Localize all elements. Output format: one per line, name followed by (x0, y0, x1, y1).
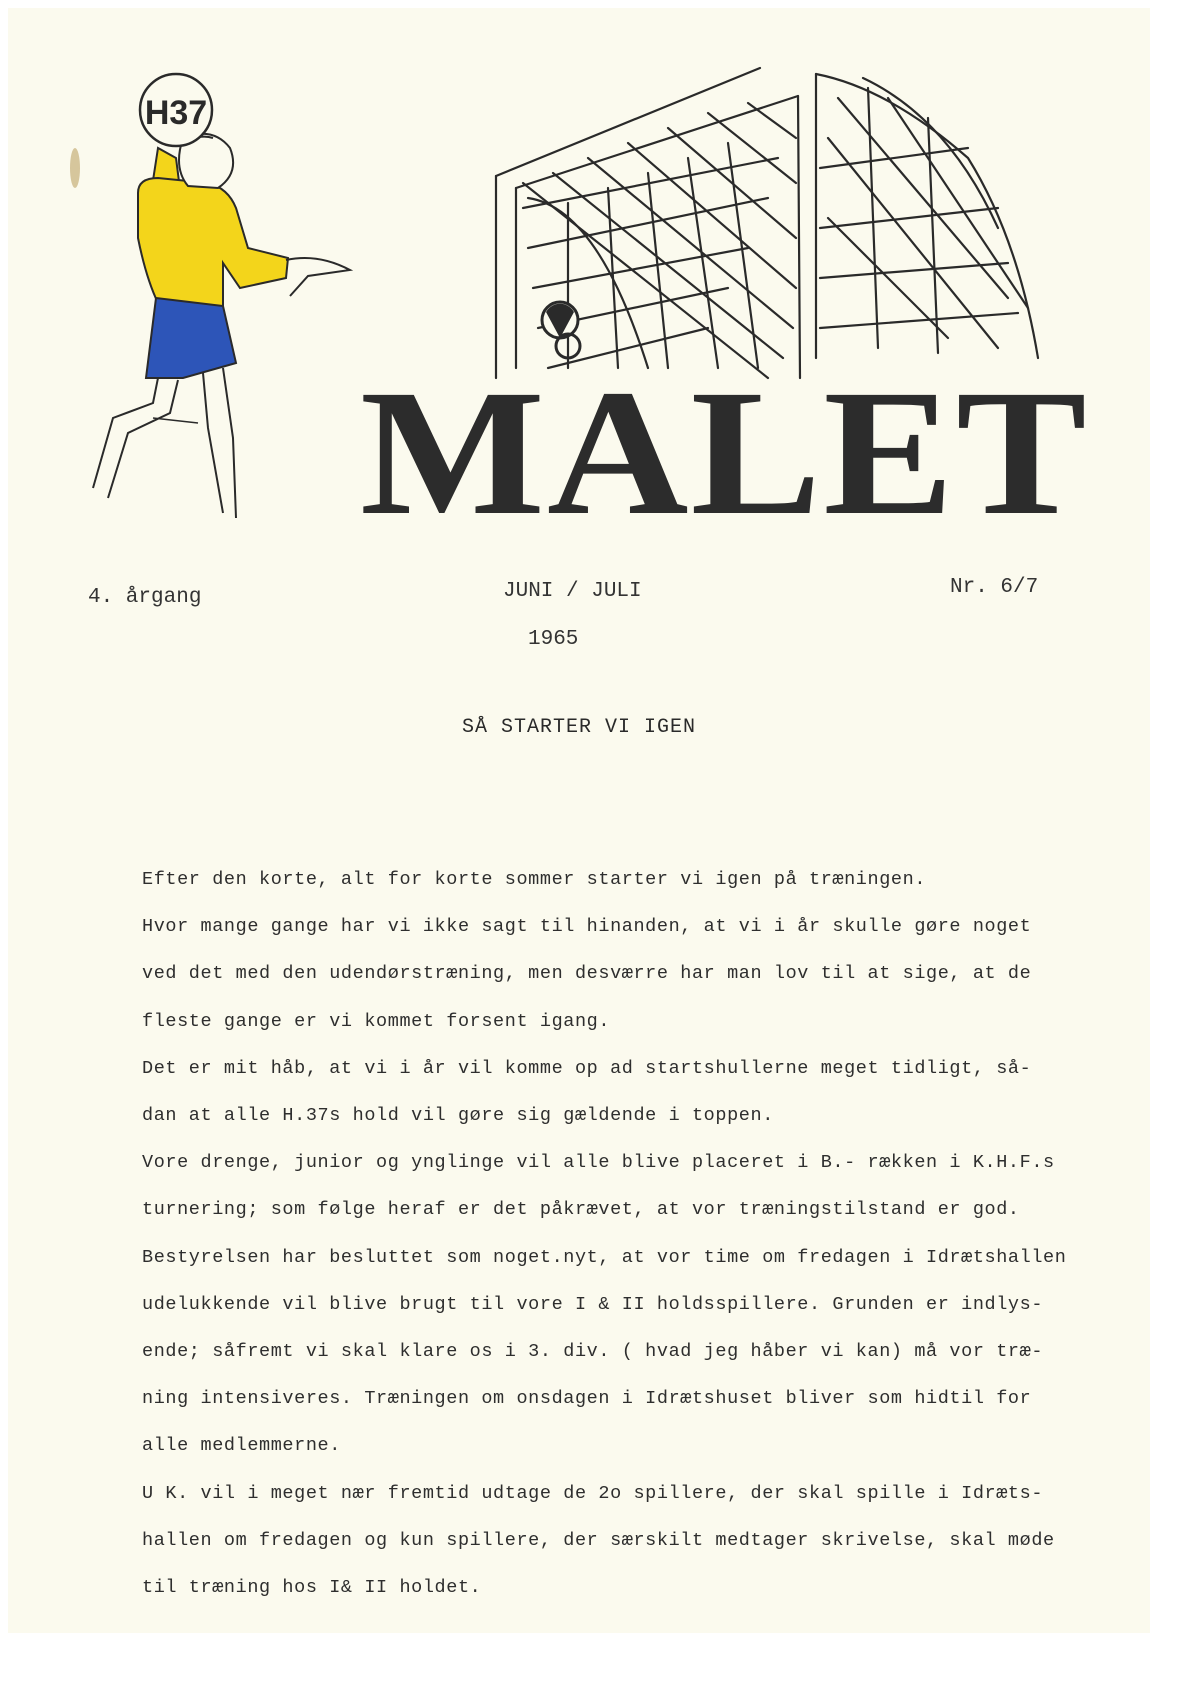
magazine-page (8, 8, 1150, 1633)
article-line: ved det med den udendørstræning, men desværre har man lov til at sige, at de (142, 963, 1032, 985)
issue-months: JUNI / JULI (503, 580, 642, 603)
article-body (142, 856, 1127, 1611)
article-line: Bestyrelsen har besluttet som noget.nyt, at vor time om fredagen i Idrætshallen (142, 1246, 1067, 1268)
article-headline: SÅ STARTER VI IGEN (461, 716, 697, 739)
article-line: turnering; som følge heraf er det påkrævet, at vor træningstilstand er god. (142, 1199, 1020, 1221)
article-line: til træning hos I& II holdet. (142, 1577, 482, 1599)
logo-text: H37 (144, 94, 208, 132)
issue-number: Nr. 6/7 (950, 576, 1039, 599)
article-line: ende; såfremt vi skal klare os i 3. div. ( hvad jeg håber vi kan) må vor træ- (142, 1341, 1044, 1363)
goal-net-drawing (496, 68, 1038, 378)
masthead-title: MALET (360, 352, 1089, 553)
article-line: Hvor mange gange har vi ikke sagt til hinanden, at vi i år skulle gøre noget (142, 916, 1032, 938)
article-line: fleste gange er vi kommet forsent igang. (142, 1010, 611, 1032)
article-line: Det er mit håb, at vi i år vil komme op ad startshullerne meget tidligt, så- (142, 1057, 1032, 1079)
article-line: dan at alle H.37s hold vil gøre sig gældende i toppen. (142, 1105, 774, 1127)
article-line: Efter den korte, alt for korte sommer starter vi igen på træningen. (142, 869, 927, 890)
volume-label: 4. årgang (88, 586, 202, 609)
article-line: udelukkende vil blive brugt til vore I & II holdsspillere. Grunden er indlys- (142, 1293, 1044, 1315)
article-line: hallen om fredagen og kun spillere, der særskilt medtager skrivelse, skal møde (142, 1529, 1055, 1551)
article-line: alle medlemmerne. (142, 1435, 341, 1457)
paper-stain (70, 148, 80, 188)
article-line: U K. vil i meget nær fremtid udtage de 2o spillere, der skal spille i Idræts- (142, 1482, 1044, 1504)
handball-player-drawing (93, 134, 350, 518)
article-line: ning intensiveres. Træningen om onsdagen i Idrætshuset bliver som hidtil for (142, 1388, 1032, 1410)
article-line: Vore drenge, junior og ynglinge vil alle blive placeret i B.- rækken i K.H.F.s (142, 1152, 1055, 1174)
issue-year: 1965 (528, 628, 579, 651)
ball-in-net (542, 302, 578, 338)
